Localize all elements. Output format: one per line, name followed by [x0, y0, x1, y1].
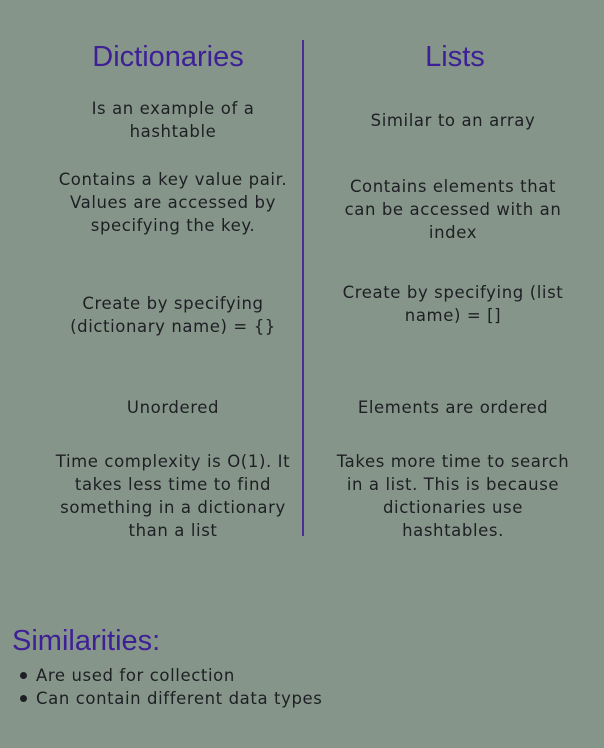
dictionaries-row-3: Create by specifying (dictionary name) = {} [70, 294, 276, 336]
dictionaries-row-4: Unordered [126, 398, 220, 417]
lists-row-5: Takes more time to search in a list. This is because dictionaries use hashtables. [336, 452, 570, 540]
similarities-list [36, 664, 322, 710]
similarity-text: Are used for collection [36, 666, 235, 685]
lists-heading: Lists [425, 41, 485, 73]
lists-row-1: Similar to an array [370, 111, 536, 130]
bullet-icon [20, 695, 27, 702]
dictionaries-heading: Dictionaries [92, 41, 244, 73]
list-item [36, 687, 322, 710]
dictionaries-row-1: Is an example of a hashtable [91, 99, 255, 141]
lists-row-2: Contains elements that can be accessed with an index [344, 177, 562, 242]
bullet-icon [20, 672, 27, 679]
similarities-heading: Similarities: [12, 625, 161, 657]
column-divider [302, 40, 304, 536]
lists-row-3: Create by specifying (list name) = [] [342, 283, 564, 325]
lists-row-4: Elements are ordered [357, 398, 549, 417]
dictionaries-row-2: Contains a key value pair. Values are accessed by specifying the key. [58, 170, 288, 235]
list-item [36, 664, 322, 687]
similarity-text: Can contain different data types [36, 689, 323, 708]
dictionaries-row-5: Time complexity is O(1). It takes less time to find something in a dictionary than a list [55, 452, 291, 540]
